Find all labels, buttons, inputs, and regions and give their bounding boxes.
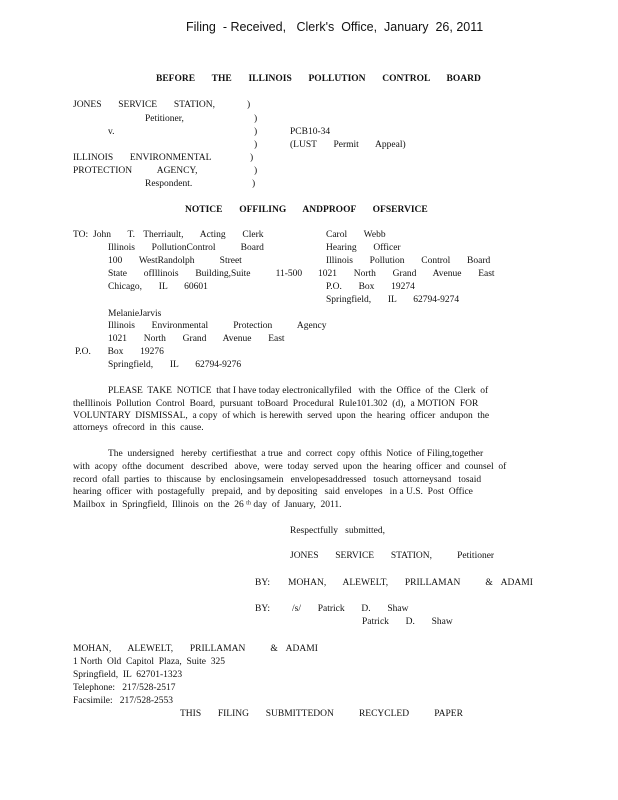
paragraph-line: VOLUNTARY DISMISSAL, a copy of which is herewith served upon the hearing officer andupon the: [73, 411, 490, 421]
to-label: TO:: [73, 230, 89, 240]
address-line: Springfield, IL 62794-9276: [108, 360, 242, 370]
caption-bracket: ): [252, 179, 256, 189]
board-title: BEFORE THE ILLINOIS POLLUTION CONTROL BOARD: [156, 74, 481, 84]
paragraph-line: record ofall parties to thiscause by enclosingsamein envelopesaddressed tosuch attorneysand tosaid: [73, 475, 482, 485]
caption-bracket: ): [247, 100, 251, 110]
firm-line: Telephone: 217/528-2517: [73, 683, 176, 693]
respondent-line-2: PROTECTION AGENCY,: [73, 166, 198, 176]
address-line: Illinois Pollution Control Board: [326, 256, 491, 266]
address-line: Springfield, IL 62794-9274: [326, 295, 460, 305]
firm-line: Facsimile: 217/528-2553: [73, 696, 174, 706]
paragraph-line: theIllinois Pollution Control Board, pursuant toBoard Procedural Rule101.302 (d), a MOTION FOR: [73, 399, 479, 409]
caption-bracket: ): [250, 153, 254, 163]
address-line: 1021 North Grand Avenue East: [318, 269, 495, 279]
notice-title: NOTICE OFFILING ANDPROOF OFSERVICE: [185, 205, 428, 215]
signatory-party: JONES SERVICE STATION, Petitioner: [290, 551, 495, 561]
recycled-paper-note: THIS FILING SUBMITTEDON RECYCLED PAPER: [180, 709, 463, 719]
address-line: MelanieJarvis: [108, 309, 162, 319]
address-line: Chicago, IL 60601: [108, 282, 208, 292]
signature-line: /s/ Patrick D. Shaw: [292, 604, 409, 614]
address-line: 1021 North Grand Avenue East: [108, 334, 285, 344]
respondent-line-1: ILLINOIS ENVIRONMENTAL: [73, 153, 212, 163]
respondent-role: Respondent.: [145, 179, 193, 189]
petitioner-name: JONES SERVICE STATION,: [73, 100, 216, 110]
paragraph-line: PLEASE TAKE NOTICE that I have today electronicallyfiled with the Office of the Clerk of: [108, 386, 489, 396]
by-label: BY:: [255, 604, 270, 614]
address-line: 100 WestRandolph Street: [108, 256, 242, 266]
address-line: Illinois Environmental Protection Agency: [108, 321, 327, 331]
firm-line: Springfield, IL 62701-1323: [73, 670, 183, 680]
address-line: Carol Webb: [326, 230, 386, 240]
case-type: (LUST Permit Appeal): [290, 140, 406, 150]
filing-header: Filing - Received, Clerk's Office, January 26, 2011: [186, 20, 484, 34]
paragraph-line: Mailbox in Springfield, Illinois on the 26 ᵗʰ day of January, 2011.: [73, 500, 342, 510]
address-line: Illinois PollutionControl Board: [108, 243, 264, 253]
by-label: BY:: [255, 578, 270, 588]
paragraph-line: hearing officer with postagefully prepaid, and by depositing said envelopes in a U.S. Post Office: [73, 487, 473, 497]
caption-bracket: ): [254, 127, 258, 137]
address-line: P.O. Box 19276: [75, 347, 164, 357]
address-line: P.O. Box 19274: [326, 282, 415, 292]
caption-bracket: ): [254, 114, 258, 124]
closing: Respectfully submitted,: [290, 526, 385, 536]
caption-bracket: ): [254, 140, 258, 150]
address-line: State ofIllinois Building,Suite 11-500: [108, 269, 303, 279]
paragraph-line: attorneys ofrecord in this cause.: [73, 423, 204, 433]
firm-by: MOHAN, ALEWELT, PRILLAMAN & ADAMI: [288, 578, 533, 588]
firm-line: MOHAN, ALEWELT, PRILLAMAN & ADAMI: [73, 644, 318, 654]
case-number: PCB10-34: [290, 127, 331, 137]
firm-line: 1 North Old Capitol Plaza, Suite 325: [73, 657, 225, 667]
paragraph-line: with acopy ofthe document described above, were today served upon the hearing officer and counsel of: [73, 462, 507, 472]
signer-name: Patrick D. Shaw: [362, 617, 453, 627]
address-line: John T. Therriault, Acting Clerk: [93, 230, 264, 240]
paragraph-line: The undersigned hereby certifiesthat a true and correct copy ofthis Notice of Filing,together: [108, 449, 484, 459]
caption-bracket: ): [254, 166, 258, 176]
versus: v.: [108, 127, 115, 137]
petitioner-role: Petitioner,: [145, 114, 184, 124]
address-line: Hearing Officer: [326, 243, 401, 253]
